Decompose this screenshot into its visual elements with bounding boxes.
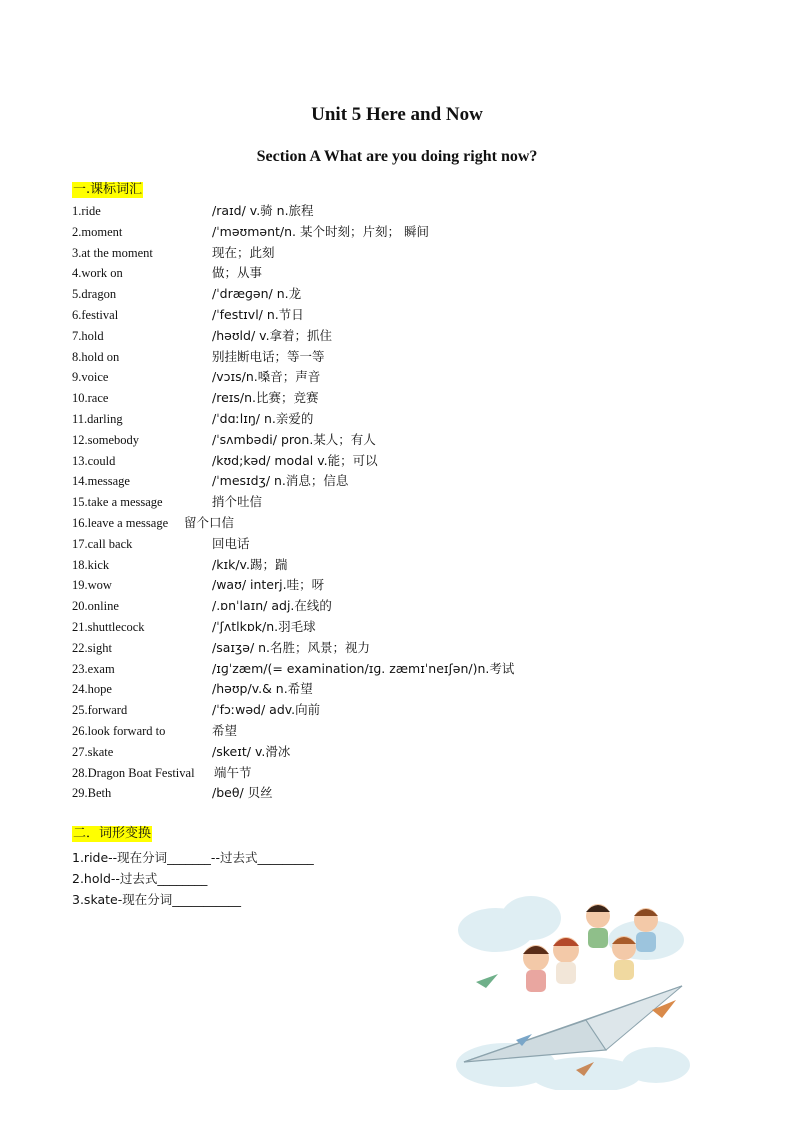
vocab-row: 21.shuttlecock /ˈʃʌtlkɒk/n.羽毛球 (72, 618, 316, 634)
vocab-row: 15.take a message 捎个吐信 (72, 494, 263, 510)
page-title: Unit 5 Here and Now (311, 104, 483, 125)
paper-plane-kids-illustration (456, 890, 690, 1090)
vocab-row: 17.call back 回电话 (72, 535, 250, 551)
exercise-item: 1.ride--现在分词_______--过去式_________ (72, 850, 314, 865)
vocab-row: 12.somebody /ˈsʌmbədi/ pron.某人；有人 (72, 431, 376, 447)
word-forms-section-heading: 二．词形变换 (73, 826, 152, 841)
vocab-row: 23.exam /ɪɡˈzæm/(= examination/ɪɡ. zæmɪˈneɪʃən/)n.考试 (72, 660, 515, 676)
vocab-row: 19.wow /waʊ/ interj.哇；呀 (72, 577, 325, 593)
vocab-row: 18.kick /kɪk/v.踢；踹 (72, 556, 288, 572)
vocab-row: 25.forward /ˈfɔːwəd/ adv.向前 (72, 702, 321, 718)
vocab-section-heading: 一.课标词汇 (73, 182, 143, 197)
vocab-row: 5.dragon /ˈdræɡən/ n.龙 (72, 286, 302, 302)
vocab-row: 4.work on 做；从事 (72, 265, 263, 281)
vocab-row: 9.voice /vɔɪs/n.嗓音；声音 (72, 369, 321, 385)
vocab-row: 29.Beth /beθ/ 贝丝 (72, 785, 273, 801)
vocab-list (72, 201, 632, 804)
vocab-row: 22.sight /saɪʒə/ n.名胜；风景；视力 (72, 639, 371, 655)
vocab-row: 20.online /.ɒnˈlaɪn/ adj.在线的 (72, 598, 332, 614)
vocab-row: 10.race /reɪs/n.比赛；竞赛 (72, 390, 319, 406)
vocab-row: 16.leave a message 留个口信 (72, 514, 235, 530)
vocab-row: 28.Dragon Boat Festival 端午节 (72, 764, 252, 780)
vocab-row: 14.message /ˈmesɪdʒ/ n.消息；信息 (72, 473, 349, 489)
vocab-row: 6.festival /ˈfestɪvl/ n.节日 (72, 306, 304, 322)
vocab-row: 2.moment /ˈməʊmənt/n. 某个时刻；片刻； 瞬间 (72, 223, 429, 239)
vocab-row: 27.skate /skeɪt/ v.滑冰 (72, 743, 291, 759)
exercise-item: 3.skate-现在分词___________ (72, 892, 241, 907)
vocab-row: 7.hold /həʊld/ v.拿着；抓住 (72, 327, 333, 343)
vocab-row: 24.hope /həʊp/v.& n.希望 (72, 681, 313, 697)
vocab-row: 1.ride /raɪd/ v.骑 n.旅程 (72, 203, 314, 218)
vocab-row: 11.darling /ˈdɑːlɪŋ/ n.亲爱的 (72, 410, 314, 426)
vocab-row: 13.could /kʊd;kəd/ modal v.能；可以 (72, 452, 378, 468)
exercise-item: 2.hold--过去式________ (72, 871, 208, 886)
section-subtitle: Section A What are you doing right now? (256, 148, 538, 165)
vocab-row: 8.hold on 别挂断电话；等一等 (72, 348, 325, 364)
vocab-row: 3.at the moment 现在；此刻 (72, 244, 275, 260)
vocab-row: 26.look forward to 希望 (72, 722, 238, 738)
